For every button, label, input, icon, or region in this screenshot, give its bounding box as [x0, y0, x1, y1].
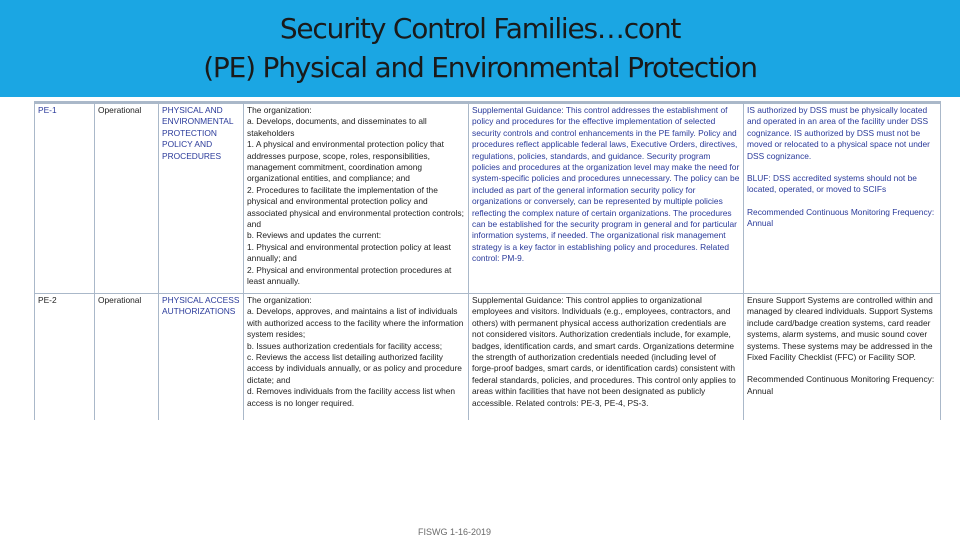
supplemental-guidance: Supplemental Guidance: This control addresses the establishment of policy and procedures for the effective implementation of selected security controls and control enhancements in the PE family. Policy and procedures reflect applicable federal laws, Executive Orders, directives, regulations, policies, standards, and guidance. Security program policies and procedures at the organization level may make the need for system-specific policies and procedures unnecessary. The policy can be included as part of the general information security policy for organizations or conversely, can be represented by multiple policies reflecting the complex nature of certain organizations. The procedures can be established for the security program in general and for particular information systems, if needed. The organizational risk management strategy is a key factor in establishing policy and procedures. Related control: PM-9.: [469, 103, 744, 294]
control-text-line: c. Reviews the access list detailing authorized facility access by individuals annually, or as policy and procedure dictate; and: [247, 352, 462, 385]
dss-notes: [744, 103, 941, 294]
control-text-line: The organization:: [247, 295, 312, 305]
control-text: [244, 103, 469, 294]
dss-note: Recommended Continuous Monitoring Frequency: Annual: [747, 206, 935, 229]
dss-notes: [744, 294, 941, 421]
control-text-line: The organization:: [247, 105, 312, 115]
control-type: Operational: [95, 294, 159, 421]
control-text-line: b. Issues authorization credentials for facility access;: [247, 340, 443, 351]
control-text: [244, 294, 469, 421]
dss-note: Recommended Continuous Monitoring Frequency: Annual: [747, 374, 935, 396]
control-text-line: a. Develops, approves, and maintains a list of individuals with authorized access to the facility where the information system resides;: [247, 306, 464, 340]
slide-title-line-2: (PE) Physical and Environmental Protection: [203, 51, 757, 84]
table-row-pe-2: [35, 294, 941, 421]
slide-title-line-1: Security Control Families…cont: [279, 12, 681, 45]
control-text-line: 1. Physical and environmental protection policy at least annually; and: [247, 241, 451, 264]
control-text-line: 2. Procedures to facilitate the implementation of the physical and environmental protection policy and associated physical and environmental protection controls; and: [247, 184, 464, 230]
supplemental-guidance: Supplemental Guidance: This control applies to organizational employees and visitors. Individuals (e.g., employees, contractors, and others) with permanent physical access authorization credentials are not considered visitors. Authorization credentials include, for example, badges, identification cards, and smart cards. Organizations determine the strength of authorization credentials needed (including level of forge-proof badges, smart cards, or identification cards) consistent with federal standards, policies, and procedures. This control only applies to areas within facilities that have not been designated as publicly accessible. Related controls: PE-3, PE-4, PS-3.: [469, 294, 744, 421]
control-text-line: 1. A physical and environmental protection policy that addresses purpose, scope, roles, responsibilities, management commitment, coordination among organizational entities, and compliance; and: [247, 139, 444, 184]
control-text-line: d. Removes individuals from the facility access list when access is no longer required.: [247, 386, 456, 408]
footer-text: FISWG 1-16-2019: [418, 527, 492, 537]
control-id: PE-1: [35, 103, 95, 294]
table-row-pe-1: [35, 103, 941, 294]
dss-note: IS authorized by DSS must be physically located and operated in an area of the facility under DSS cognizance. IS authorized by DSS must not be moved or relocated to a physical space not under DSS cognizance.: [747, 105, 930, 161]
dss-note: Ensure Support Systems are controlled within and managed by cleared individuals. Support Systems include card/badge creation systems, card reader systems, alarm systems, and music sound cover systems. These systems may be addressed in the Fixed Facility Checklist (FFC) or Facility SOP.: [747, 295, 933, 363]
control-text-line: a. Develops, documents, and disseminates to all stakeholders: [247, 116, 427, 138]
control-table: [34, 101, 941, 420]
control-name: PHYSICAL ACCESS AUTHORIZATIONS: [159, 294, 244, 421]
control-type: Operational: [95, 103, 159, 294]
control-text-line: b. Reviews and updates the current:: [247, 230, 382, 241]
control-name: PHYSICAL AND ENVIRONMENTAL PROTECTION POLICY AND PROCEDURES: [159, 103, 244, 294]
dss-note: BLUF: DSS accredited systems should not be located, operated, or moved to SCIFs: [747, 173, 917, 195]
control-text-line: 2. Physical and environmental protection procedures at least annually.: [247, 264, 452, 287]
control-id: PE-2: [35, 294, 95, 421]
